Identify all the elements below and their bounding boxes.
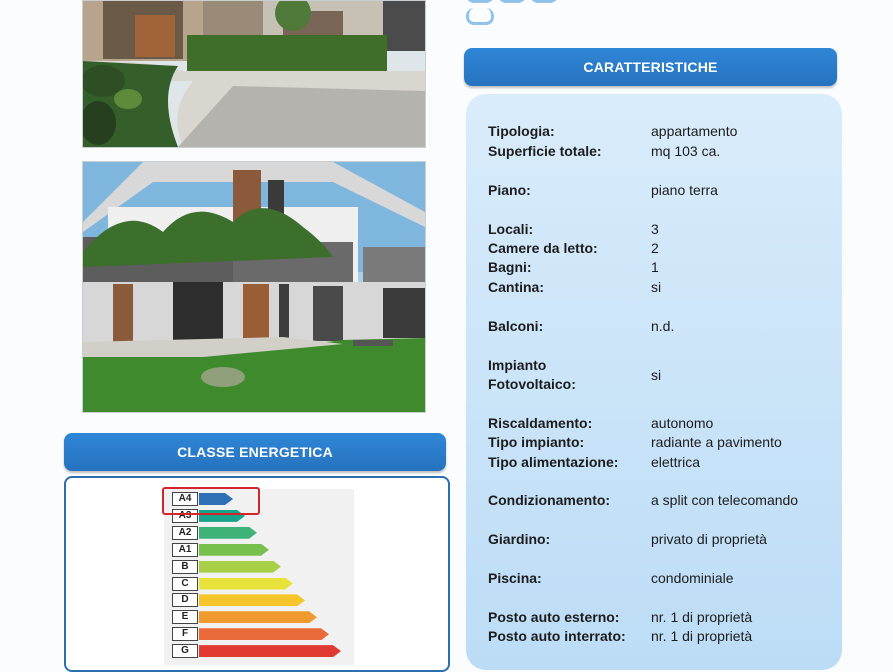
rendering-photo-building [82,161,426,413]
energy-class-bar [199,544,269,556]
energy-class-code: A4 [172,492,198,506]
energy-class-code: A3 [172,509,198,523]
energy-class-code: C [172,577,198,591]
energy-class-code: B [172,560,198,574]
energy-class-bar [199,561,281,573]
energy-class-code: F [172,627,198,641]
page-heading-fragment [466,0,586,4]
energy-class-code: A2 [172,526,198,540]
energy-class-bar [199,611,317,623]
features-panel: Tipologia: appartamento Superficie totale: mq 103 ca. Piano: piano terra Locali: 3 Camere da letto: 2 Bagni: 1 Cantina: si Balconi: n.d. Impianto Fotovoltaico: si Riscaldamento: autonomo Tipo impianto: radiante a pavimento Tipo alimentazione: elettrica Condizionamento: a split con telecomando Giardino: privato di proprietà Piscina: condominiale Posto auto esterno: nr. 1 di proprietà Posto auto interrato: nr. 1 di proprietà [466,94,842,670]
energy-class-banner: CLASSE ENERGETICA [64,433,446,471]
energy-class-code: D [172,593,198,607]
energy-class-bar [199,628,329,640]
features-banner: CARATTERISTICHE [464,48,837,86]
energy-class-code: E [172,610,198,624]
energy-class-code: A1 [172,543,198,557]
selected-class-highlight [162,487,260,515]
energy-class-bar [199,527,257,539]
energy-class-bar [199,645,341,657]
energy-class-code: G [172,644,198,658]
energy-class-bar [199,578,293,590]
energy-class-bar [199,594,305,606]
rendering-photo-entrance [82,0,426,148]
